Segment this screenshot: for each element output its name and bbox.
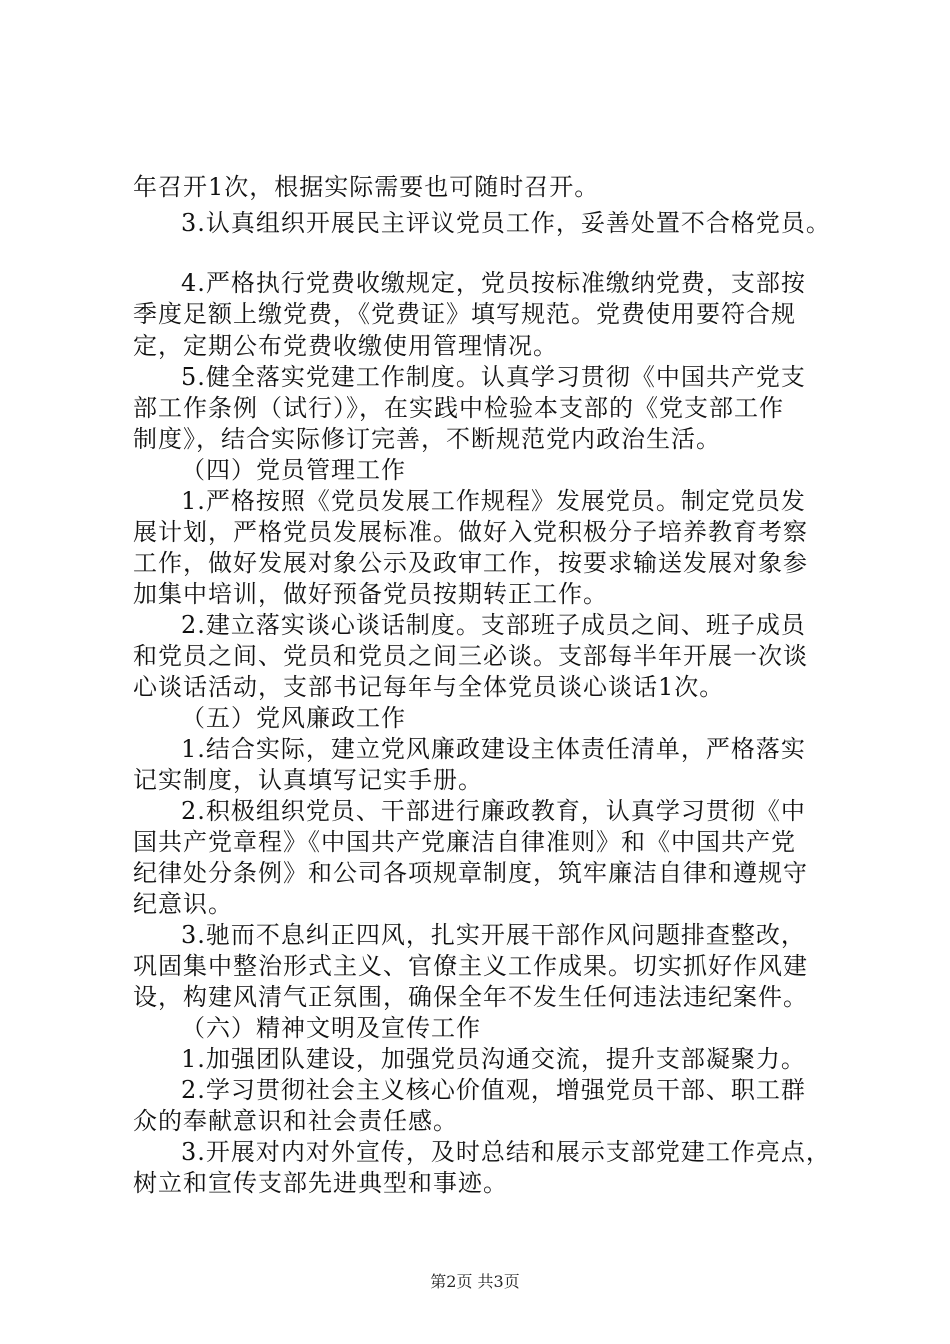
section-heading: （四）党员管理工作	[181, 456, 406, 484]
text-line: 2.建立落实谈心谈话制度。支部班子成员之间、班子成员	[181, 611, 806, 639]
text-line: 3.开展对内对外宣传，及时总结和展示支部党建工作亮点，	[181, 1138, 831, 1166]
text-line: 记实制度，认真填写记实手册。	[133, 766, 483, 794]
text-line: 部工作条例（试行）》，在实践中检验本支部的《党支部工作	[133, 394, 784, 422]
text-line: 树立和宣传支部先进典型和事迹。	[133, 1169, 508, 1197]
text-line: 心谈话活动，支部书记每年与全体党员谈心谈话1次。	[133, 673, 725, 701]
page-number-footer: 第2页 共3页	[430, 1272, 520, 1291]
text-line: 加集中培训，做好预备党员按期转正工作。	[133, 580, 608, 608]
text-line: 制度》，结合实际修订完善，不断规范党内政治生活。	[133, 425, 721, 453]
text-line: 2.学习贯彻社会主义核心价值观，增强党员干部、职工群	[181, 1076, 806, 1104]
text-line: 众的奉献意识和社会责任感。	[133, 1107, 458, 1135]
text-line: 4.严格执行党费收缴规定，党员按标准缴纳党费，支部按	[181, 269, 806, 297]
section-heading: （五）党风廉政工作	[181, 704, 406, 732]
text-line: 3.驰而不息纠正四风，扎实开展干部作风问题排查整改，	[181, 921, 806, 949]
text-line: 设，构建风清气正氛围，确保全年不发生任何违法违纪案件。	[133, 983, 808, 1011]
text-line: 定，定期公布党费收缴使用管理情况。	[133, 332, 558, 360]
text-line: 和党员之间、党员和党员之间三必谈。支部每半年开展一次谈	[133, 642, 808, 670]
text-line: 1.结合实际，建立党风廉政建设主体责任清单，严格落实	[181, 735, 806, 763]
text-line: 季度足额上缴党费，《党费证》填写规范。党费使用要符合规	[133, 300, 796, 328]
text-line: 年召开1次，根据实际需要也可随时召开。	[133, 173, 600, 201]
text-line: 工作，做好发展对象公示及政审工作，按要求输送发展对象参	[133, 549, 808, 577]
section-heading: （六）精神文明及宣传工作	[181, 1014, 481, 1042]
text-line: 纪意识。	[133, 890, 233, 918]
text-line: 2.积极组织党员、干部进行廉政教育，认真学习贯彻《中	[181, 797, 806, 825]
text-line: 1.加强团队建设，加强党员沟通交流，提升支部凝聚力。	[181, 1045, 806, 1073]
text-line: 纪律处分条例》和公司各项规章制度，筑牢廉洁自律和遵规守	[133, 859, 808, 887]
text-line: 巩固集中整治形式主义、官僚主义工作成果。切实抓好作风建	[133, 952, 808, 980]
text-line: 5.健全落实党建工作制度。认真学习贯彻《中国共产党支	[181, 363, 806, 391]
text-line: 国共产党章程》《中国共产党廉洁自律准则》和《中国共产党	[133, 828, 796, 856]
text-line: 3.认真组织开展民主评议党员工作，妥善处置不合格党员。	[181, 209, 831, 237]
text-line: 展计划，严格党员发展标准。做好入党积极分子培养教育考察	[133, 518, 808, 546]
text-line: 1.严格按照《党员发展工作规程》发展党员。制定党员发	[181, 487, 806, 515]
